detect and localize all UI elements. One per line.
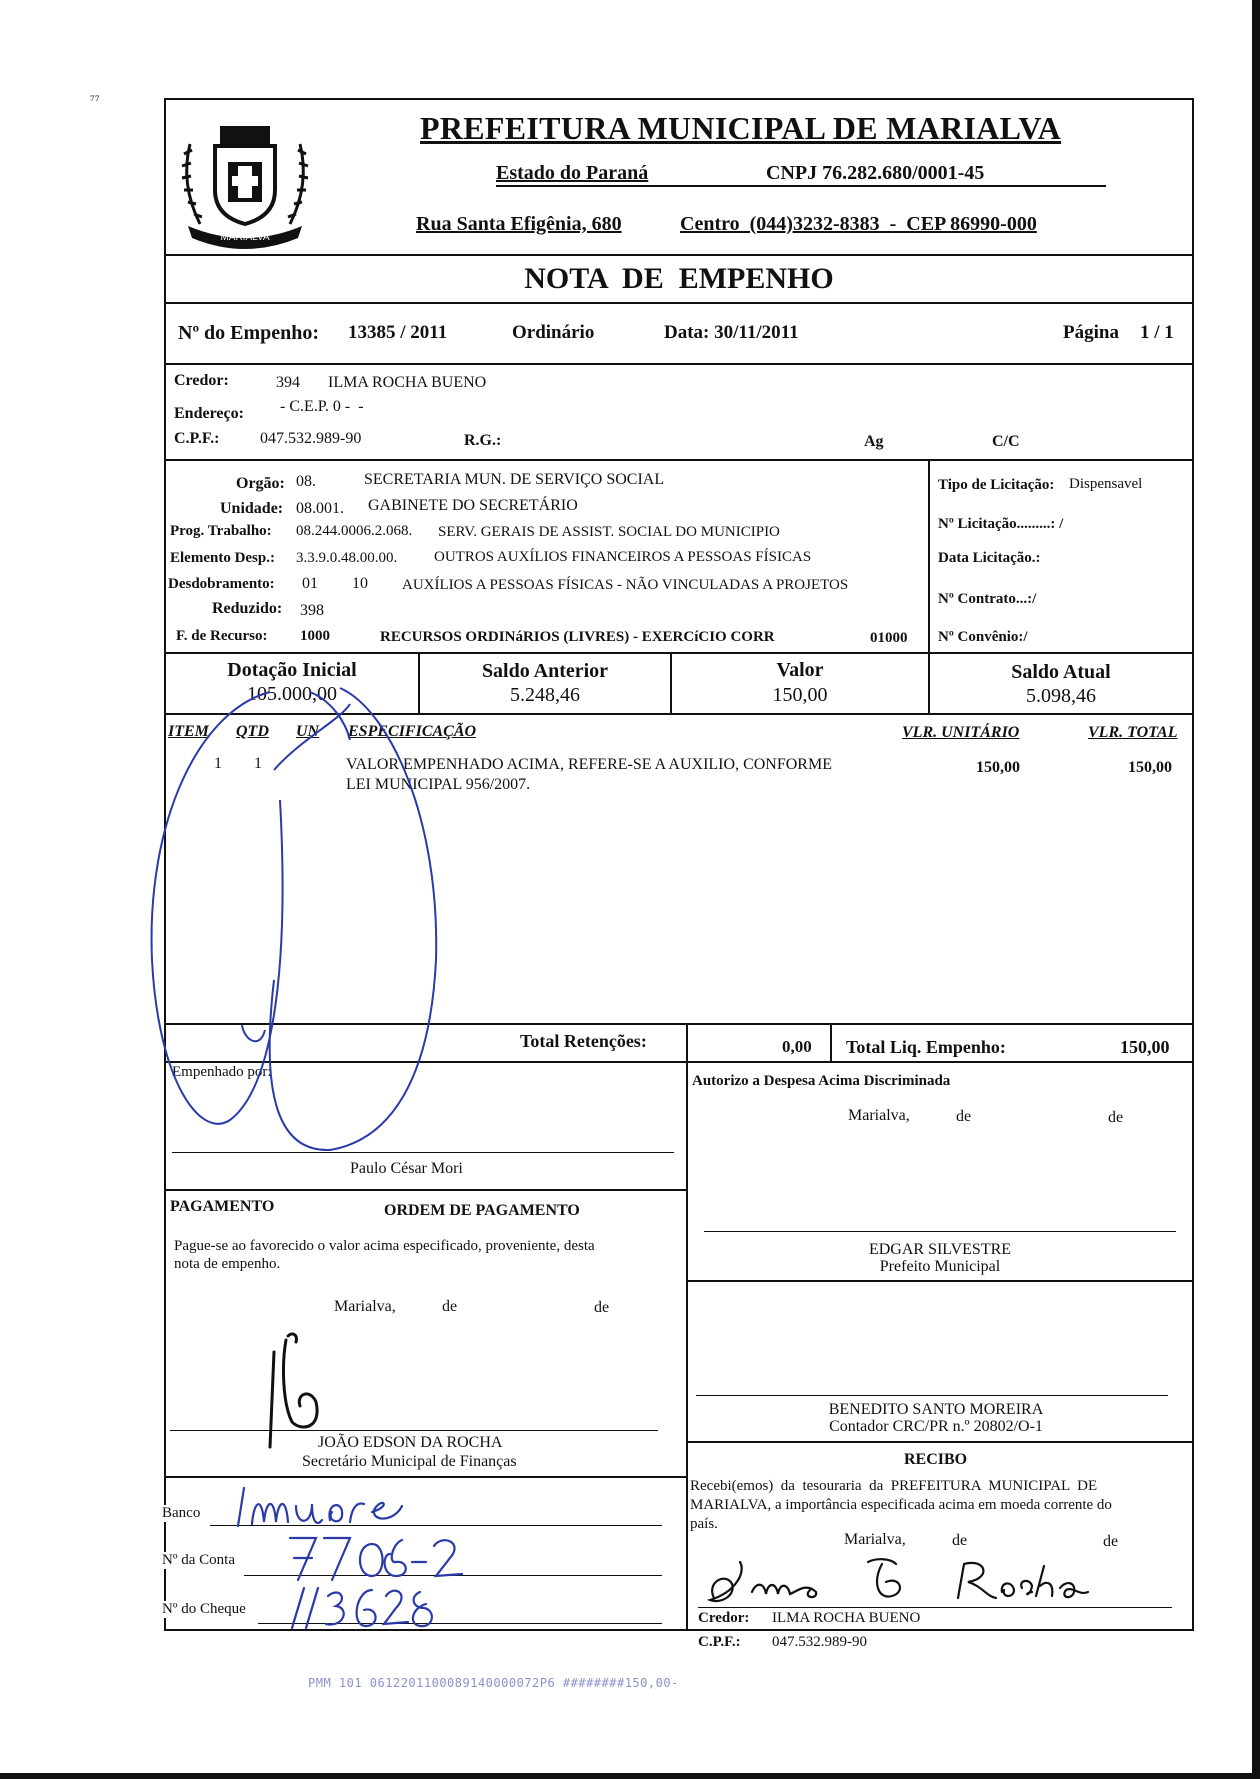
- empenho-number-label: Nº do Empenho:: [178, 322, 320, 344]
- item-qtd: 1: [254, 755, 262, 772]
- divider: [166, 713, 1192, 715]
- divider-vertical: [686, 1061, 688, 1631]
- scan-edge-bottom: [0, 1773, 1260, 1779]
- liquido-value: 150,00: [1120, 1037, 1170, 1057]
- credor-cpf: 047.532.989-90: [260, 430, 362, 447]
- item-total-value: 150,00: [1128, 759, 1172, 776]
- page-label: Página: [1063, 322, 1119, 343]
- banco-label: Banco: [162, 1505, 201, 1521]
- recibo-credor-label: Credor:: [698, 1610, 750, 1626]
- divider: [166, 302, 1192, 304]
- autorizo-de2: de: [1108, 1109, 1124, 1126]
- divider-vertical: [830, 1023, 832, 1063]
- recibo-text-line2: MARIALVA, a importância especificada acima em moeda corrente do: [690, 1497, 1112, 1513]
- divider: [166, 1061, 1192, 1063]
- recibo-title: RECIBO: [904, 1451, 968, 1468]
- address-field-label: Endereço:: [174, 405, 244, 422]
- pagamento-text-line2: nota de empenho.: [174, 1256, 281, 1272]
- elemento-name: OUTROS AUXÍLIOS FINANCEIROS A PESSOAS FÍSICAS: [434, 549, 812, 565]
- saldo-anterior-label: Saldo Anterior: [481, 660, 609, 682]
- divider: [166, 652, 1192, 654]
- empenho-number: 13385 / 2011: [348, 322, 448, 343]
- licitacao-data: Data Licitação.:: [938, 550, 1041, 566]
- item-number: 1: [214, 755, 222, 772]
- signature-line: [704, 1231, 1176, 1232]
- elemento-label: Elemento Desp.:: [170, 550, 275, 566]
- recibo-de2: de: [1103, 1533, 1119, 1550]
- orgao-name: SECRETARIA MUN. DE SERVIÇO SOCIAL: [364, 471, 665, 488]
- ag-label: Ag: [864, 433, 884, 450]
- prog-code: 08.244.0006.2.068.: [296, 523, 413, 539]
- svg-text:MARIALVA: MARIALVA: [220, 232, 270, 243]
- signature-line: [170, 1430, 658, 1431]
- retencoes-value: 0,00: [782, 1037, 812, 1056]
- page-number: 1 / 1: [1140, 322, 1174, 343]
- saldo-atual-label: Saldo Atual: [1011, 661, 1111, 683]
- banco-line: [210, 1525, 662, 1526]
- autorizo-de1: de: [956, 1108, 972, 1125]
- recibo-de1: de: [952, 1532, 968, 1549]
- col-total-header: VLR. TOTAL: [1088, 724, 1178, 741]
- cheque-label: Nº do Cheque: [162, 1601, 246, 1617]
- credor-name: ILMA ROCHA BUENO: [328, 374, 487, 391]
- accountant-role: Contador CRC/PR n.º 20802/O-1: [829, 1418, 1043, 1435]
- recibo-cpf-label: C.P.F.:: [698, 1634, 741, 1650]
- pagamento-title: PAGAMENTO: [170, 1198, 275, 1215]
- scan-mark: ⁷⁷: [90, 94, 100, 109]
- col-un-header: UN: [296, 723, 320, 740]
- rg-label: R.G.:: [464, 432, 502, 449]
- pagamento-city: Marialva,: [334, 1298, 396, 1315]
- pagamento-de2: de: [594, 1299, 610, 1316]
- recibo-credor-name: ILMA ROCHA BUENO: [772, 1610, 921, 1626]
- secretary-role: Secretário Municipal de Finanças: [302, 1453, 517, 1470]
- empenhado-name: Paulo César Mori: [350, 1160, 463, 1177]
- col-unit-header: VLR. UNITÁRIO: [902, 724, 1020, 741]
- licitacao-convenio: Nº Convênio:/: [938, 629, 1028, 645]
- ordem-pagamento-title: ORDEM DE PAGAMENTO: [384, 1202, 580, 1219]
- underline: [496, 185, 1106, 187]
- licitacao-tipo: Dispensavel: [1069, 476, 1143, 492]
- dotacao-value: 105.000,00: [247, 683, 337, 705]
- item-spec-line2: LEI MUNICIPAL 956/2007.: [346, 776, 531, 793]
- saldo-anterior-value: 5.248,46: [510, 684, 580, 706]
- orgao-code: 08.: [296, 473, 316, 490]
- desdobramento-a: 01: [302, 575, 318, 592]
- phone-cep-label: Centro (044)3232-8383 - CEP 86990-000: [680, 213, 1037, 235]
- scan-edge-right: [1252, 0, 1260, 1779]
- reduzido-value: 398: [300, 602, 324, 619]
- mayor-role: Prefeito Municipal: [879, 1258, 1001, 1275]
- recibo-text-line3: país.: [690, 1516, 718, 1532]
- divider: [686, 1441, 1192, 1443]
- municipal-seal-icon: [170, 104, 320, 254]
- pagamento-text-line1: Pague-se ao favorecido o valor acima especificado, proveniente, desta: [174, 1238, 595, 1254]
- divider: [166, 1023, 1192, 1025]
- conta-line: [244, 1575, 662, 1576]
- col-spec-header: ESPECIFICAÇÃO: [348, 723, 477, 740]
- recurso-code2: 01000: [870, 630, 908, 646]
- signature-line: [696, 1395, 1168, 1396]
- recurso-name: RECURSOS ORDINáRIOS (LIVRES) - EXERCíCIO CORR: [380, 629, 775, 645]
- valor-label: Valor: [776, 659, 824, 681]
- document-title: NOTA DE EMPENHO: [524, 262, 834, 295]
- credor-label: Credor:: [174, 372, 229, 389]
- dotacao-label: Dotação Inicial: [227, 659, 357, 681]
- cheque-line: [258, 1623, 662, 1624]
- empenho-type: Ordinário: [512, 322, 595, 343]
- item-unit-value: 150,00: [976, 759, 1020, 776]
- divider-vertical: [928, 461, 930, 653]
- liquido-label: Total Liq. Empenho:: [846, 1037, 1006, 1057]
- recurso-code: 1000: [300, 628, 330, 644]
- prefeitura-title: PREFEITURA MUNICIPAL DE MARIALVA: [420, 110, 1062, 146]
- header: [166, 100, 1192, 255]
- elemento-code: 3.3.9.0.48.00.00.: [296, 550, 398, 566]
- desdobramento-label: Desdobramento:: [168, 576, 275, 592]
- unidade-label: Unidade:: [220, 500, 284, 517]
- accountant-name: BENEDITO SANTO MOREIRA: [828, 1401, 1044, 1418]
- autorizo-city: Marialva,: [848, 1107, 910, 1124]
- orgao-label: Orgão:: [236, 475, 285, 492]
- divider: [166, 363, 1192, 365]
- unidade-name: GABINETE DO SECRETÁRIO: [368, 497, 578, 514]
- unidade-code: 08.001.: [296, 500, 344, 517]
- divider: [166, 1476, 688, 1478]
- divider: [166, 1189, 688, 1191]
- reduzido-label: Reduzido:: [212, 600, 283, 617]
- item-spec-line1: VALOR EMPENHADO ACIMA, REFERE-SE A AUXILIO, CONFORME: [346, 756, 832, 773]
- cpf-label: C.P.F.:: [174, 430, 220, 447]
- desdobramento-b: 10: [352, 575, 368, 592]
- micr-line: PMM 101 0612201100089140000072P6 ########150,00-: [308, 1676, 679, 1690]
- prog-name: SERV. GERAIS DE ASSIST. SOCIAL DO MUNICIPIO: [438, 524, 780, 540]
- pagamento-de1: de: [442, 1298, 458, 1315]
- recurso-label: F. de Recurso:: [176, 628, 268, 644]
- licitacao-tipo-label: Tipo de Licitação:: [938, 477, 1055, 493]
- budget-section: [166, 461, 930, 651]
- saldo-atual-value: 5.098,46: [1026, 685, 1096, 707]
- licitacao-contrato: Nº Contrato...:/: [938, 591, 1037, 607]
- cc-label: C/C: [992, 433, 1020, 450]
- secretary-name: JOÃO EDSON DA ROCHA: [318, 1434, 503, 1451]
- autorizo-title: Autorizo a Despesa Acima Discriminada: [692, 1073, 951, 1089]
- col-item-header: ITEM: [168, 723, 209, 740]
- empenho-date: Data: 30/11/2011: [664, 322, 799, 343]
- mayor-name: EDGAR SILVESTRE: [868, 1241, 1012, 1258]
- recibo-cpf: 047.532.989-90: [772, 1634, 867, 1650]
- state-label: Estado do Paraná: [496, 162, 649, 184]
- conta-label: Nº da Conta: [162, 1552, 235, 1568]
- empenhado-label: Empenhado por:: [172, 1064, 272, 1080]
- divider-vertical: [686, 1023, 688, 1063]
- recibo-text-line1: Recebi(emos) da tesouraria da PREFEITURA MUNICIPAL DE: [690, 1478, 1098, 1494]
- col-qtd-header: QTD: [236, 723, 269, 740]
- divider: [686, 1280, 1192, 1282]
- credor-address: - C.E.P. 0 - -: [280, 398, 364, 415]
- valor-value: 150,00: [772, 684, 828, 706]
- cnpj-label: CNPJ 76.282.680/0001-45: [766, 162, 985, 184]
- desdobramento-name: AUXÍLIOS A PESSOAS FÍSICAS - NÃO VINCULADAS A PROJETOS: [402, 577, 849, 593]
- signature-line: [172, 1152, 674, 1153]
- retencoes-label: Total Retenções:: [520, 1031, 647, 1051]
- licitacao-numero: Nº Licitação.........: /: [938, 516, 1064, 532]
- address-label: Rua Santa Efigênia, 680: [416, 213, 622, 235]
- prog-label: Prog. Trabalho:: [170, 523, 272, 539]
- signature-line: [698, 1607, 1172, 1608]
- credor-code: 394: [276, 374, 300, 391]
- recibo-city: Marialva,: [844, 1531, 906, 1548]
- divider: [166, 254, 1192, 256]
